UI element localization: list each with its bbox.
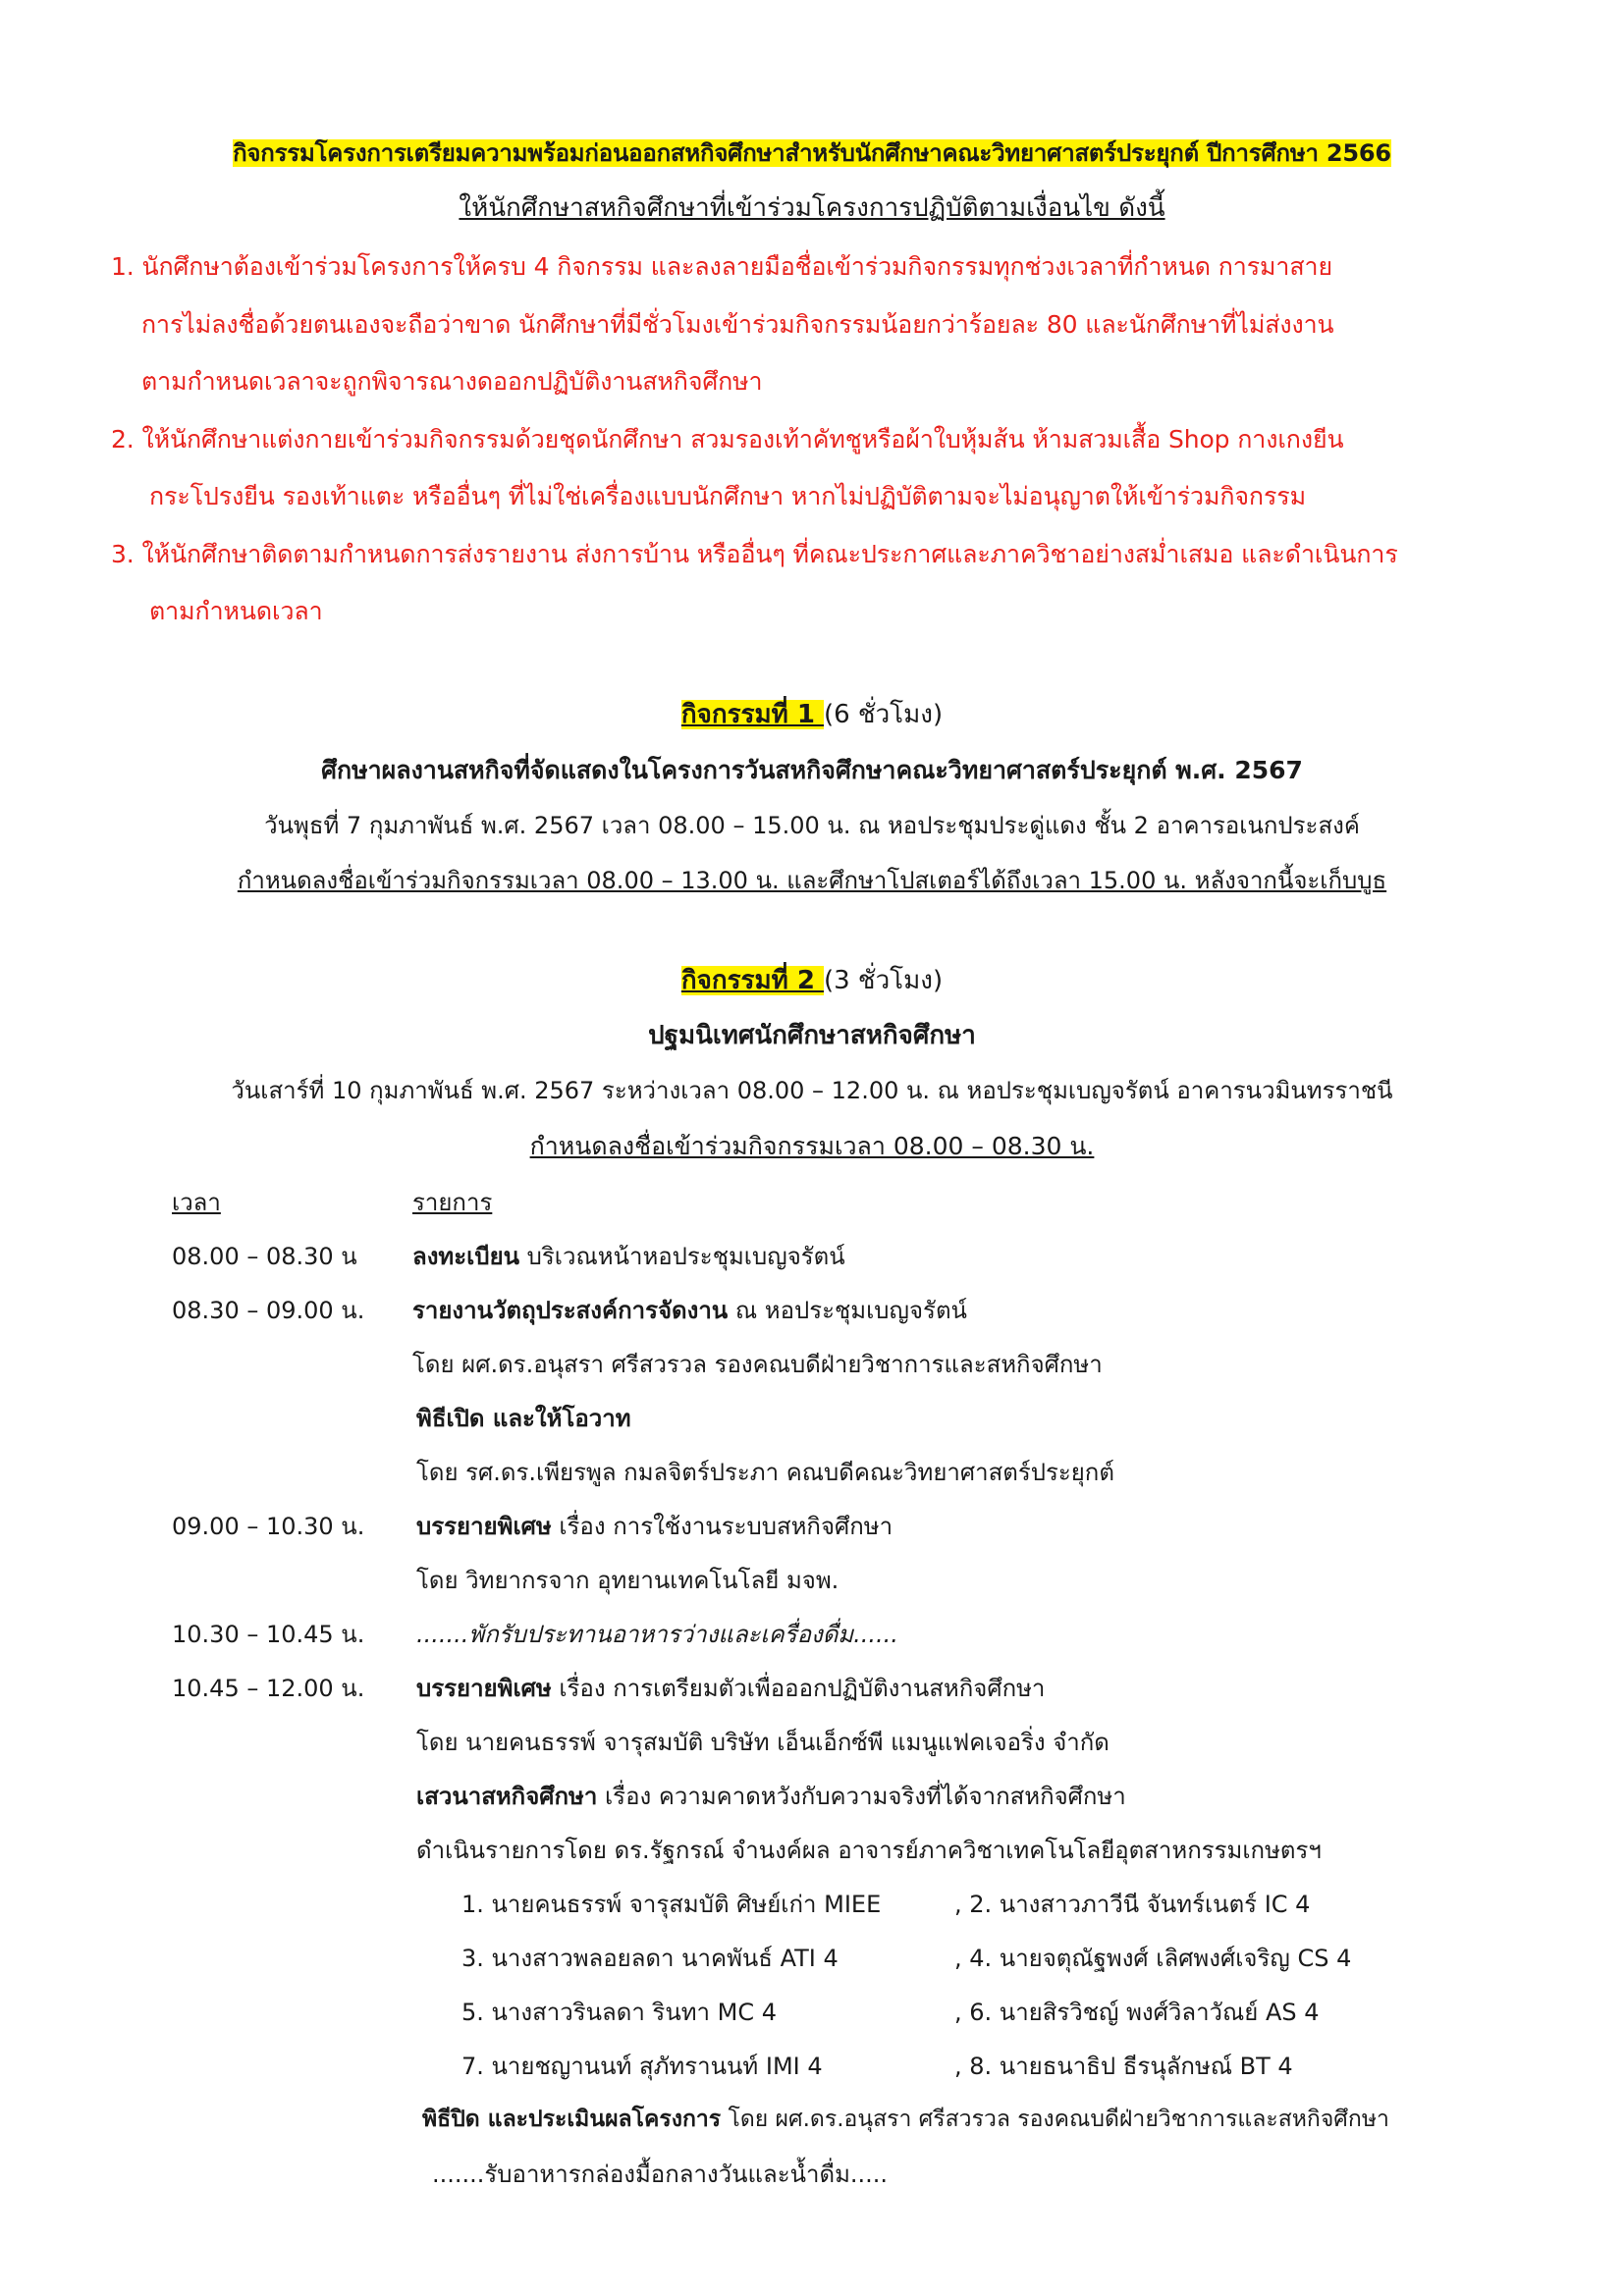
activity-2-date: วันเสาร์ที่ 10 กุมภาพันธ์ พ.ศ. 2567 ระหว่างเวลา 08.00 – 12.00 น. ณ หอประชุมเบญจรัตน์ อาคารนวมินทรราชนี bbox=[231, 1077, 1393, 1104]
schedule-time-4: 10.30 – 10.45 น. bbox=[172, 1621, 365, 1648]
panelist-right: , 2. นางสาวภาวีนี จันทร์เนตร์ IC 4 bbox=[954, 1891, 1311, 1918]
activity-1-hours: (6 ชั่วโมง) bbox=[823, 700, 944, 729]
panelist-right: , 6. นายสิรวิชญ์ พงศ์วิลาวัณย์ AS 4 bbox=[954, 1999, 1320, 2026]
condition-1-line-2: การไม่ลงชื่อด้วยตนเองจะถือว่าขาด นักศึกษาที่มีชั่วโมงเข้าร่วมกิจกรรมน้อยกว่าร้อยละ 80 และนักศึกษาที่ไม่ส่งงาน bbox=[141, 310, 1334, 339]
activity-2-heading bbox=[0, 965, 1624, 997]
condition-3-line-2: ตามกำหนดเวลา bbox=[149, 597, 323, 625]
schedule-item-text: เรื่อง การเตรียมตัวเพื่อออกปฏิบัติงานสหกิจศึกษา bbox=[551, 1675, 1046, 1702]
schedule-item-lunch: .......รับอาหารกล่องมื้อกลางวันและน้ำดื่ม..... bbox=[432, 2161, 889, 2188]
schedule-time-5: 10.45 – 12.00 น. bbox=[172, 1675, 365, 1702]
schedule-item-lecture-1 bbox=[416, 1512, 893, 1541]
panelist-left: 5. นางสาวรินลดา รินทา MC 4 bbox=[461, 1999, 778, 2026]
activity-1-label: กิจกรรมที่ 1 bbox=[680, 700, 824, 729]
activity-2-note: กำหนดลงชื่อเข้าร่วมกิจกรรมเวลา 08.00 – 08.30 น. bbox=[529, 1132, 1095, 1160]
condition-2-line-2: กระโปรงยีน รองเท้าแตะ หรืออื่นๆ ที่ไม่ใช่เครื่องแบบนักศึกษา หากไม่ปฏิบัติตามจะไม่อนุญาตให้เข้าร่วมกิจกรรม bbox=[149, 482, 1307, 510]
activity-2-name: ปฐมนิเทศนักศึกษาสหกิจศึกษา bbox=[648, 1021, 976, 1050]
schedule-item-panel bbox=[416, 1782, 1126, 1811]
schedule-time-2: 08.30 – 09.00 น. bbox=[172, 1297, 365, 1324]
schedule-item-objective bbox=[412, 1296, 967, 1325]
schedule-item-lecture-1-by: โดย วิทยากรจาก อุทยานเทคโนโลยี มจพ. bbox=[416, 1567, 839, 1594]
schedule-time-3: 09.00 – 10.30 น. bbox=[172, 1513, 365, 1540]
schedule-item-bold: บรรยายพิเศษ bbox=[416, 1675, 552, 1702]
schedule-item-text: โดย ผศ.ดร.อนุสรา ศรีสวรวล รองคณบดีฝ่ายวิชาการและสหกิจศึกษา bbox=[721, 2107, 1389, 2132]
schedule-item-text: บริเวณหน้าหอประชุมเบญจรัตน์ bbox=[519, 1243, 845, 1270]
schedule-time-1: 08.00 – 08.30 น bbox=[172, 1243, 357, 1270]
document-title-row bbox=[0, 137, 1624, 168]
schedule-item-break: .......พักรับประทานอาหารว่างและเครื่องดื่ม...... bbox=[416, 1621, 898, 1648]
condition-1-line-1: 1. นักศึกษาต้องเข้าร่วมโครงการให้ครบ 4 กิจกรรม และลงลายมือชื่อเข้าร่วมกิจกรรมทุกช่วงเวลาที่กำหนด การมาสาย bbox=[111, 252, 1333, 281]
schedule-header-time: เวลา bbox=[172, 1189, 221, 1216]
panelist-right: , 4. นายจตุณัฐพงศ์ เลิศพงศ์เจริญ CS 4 bbox=[954, 1945, 1352, 1972]
schedule-item-bold: รายงานวัตถุประสงค์การจัดงาน bbox=[412, 1297, 729, 1324]
schedule-item-bold: เสวนาสหกิจศึกษา bbox=[416, 1783, 598, 1810]
schedule-item-text: เรื่อง ความคาดหวังกับความจริงที่ได้จากสหกิจศึกษา bbox=[597, 1783, 1126, 1810]
schedule-item-bold: ลงทะเบียน bbox=[412, 1243, 520, 1270]
schedule-item-panel-host: ดำเนินรายการโดย ดร.รัฐกรณ์ จำนงค์ผล อาจารย์ภาควิชาเทคโนโลยีอุตสาหกรรมเกษตรฯ bbox=[416, 1837, 1322, 1864]
schedule-item-lecture-2 bbox=[416, 1674, 1045, 1703]
schedule-item-opening-by: โดย รศ.ดร.เพียรพูล กมลจิตร์ประภา คณบดีคณะวิทยาศาสตร์ประยุกต์ bbox=[416, 1459, 1114, 1486]
schedule-item-registration bbox=[412, 1242, 845, 1271]
schedule-item-bold: พิธีปิด และประเมินผลโครงการ bbox=[422, 2107, 722, 2132]
panelist-right: , 8. นายธนาธิป ธีรนุลักษณ์ BT 4 bbox=[954, 2053, 1293, 2080]
schedule-header-item: รายการ bbox=[412, 1189, 493, 1216]
condition-1-line-3: ตามกำหนดเวลาจะถูกพิจารณางดออกปฏิบัติงานสหกิจศึกษา bbox=[141, 367, 763, 396]
panelist-left: 1. นายคนธรรพ์ จารุสมบัติ ศิษย์เก่า MIEE bbox=[461, 1891, 882, 1918]
condition-2-line-1: 2. ให้นักศึกษาแต่งกายเข้าร่วมกิจกรรมด้วยชุดนักศึกษา สวมรองเท้าคัทชูหรือผ้าใบหุ้มส้น ห้ามสวมเสื้อ Shop กางเกงยีน bbox=[111, 425, 1344, 454]
activity-1-date: วันพุธที่ 7 กุมภาพันธ์ พ.ศ. 2567 เวลา 08.00 – 15.00 น. ณ หอประชุมประดู่แดง ชั้น 2 อาคารอเนกประสงค์ bbox=[264, 812, 1360, 839]
activity-2-hours: (3 ชั่วโมง) bbox=[823, 966, 944, 995]
schedule-item-opening: พิธีเปิด และให้โอวาท bbox=[416, 1405, 631, 1432]
schedule-item-text: ณ หอประชุมเบญจรัตน์ bbox=[728, 1297, 967, 1324]
schedule-item-bold: บรรยายพิเศษ bbox=[416, 1513, 552, 1540]
schedule-item-closing bbox=[422, 2106, 1389, 2134]
panelist-left: 3. นางสาวพลอยลดา นาคพันธ์ ATI 4 bbox=[461, 1945, 839, 1972]
condition-3-line-1: 3. ให้นักศึกษาติดตามกำหนดการส่งรายงาน ส่งการบ้าน หรืออื่นๆ ที่คณะประกาศและภาควิชาอย่างสม่ำเสมอ และดำเนินการ bbox=[111, 540, 1398, 568]
panelist-left: 7. นายชญานนท์ สุภัทรานนท์ IMI 4 bbox=[461, 2053, 823, 2080]
activity-1-name: ศึกษาผลงานสหกิจที่จัดแสดงในโครงการวันสหกิจศึกษาคณะวิทยาศาสตร์ประยุกต์ พ.ศ. 2567 bbox=[321, 756, 1303, 784]
activity-2-label: กิจกรรมที่ 2 bbox=[680, 966, 824, 995]
document-subtitle: ให้นักศึกษาสหกิจศึกษาที่เข้าร่วมโครงการปฏิบัติตามเงื่อนไข ดังนี้ bbox=[459, 193, 1165, 223]
activity-1-heading bbox=[0, 699, 1624, 731]
document-title: กิจกรรมโครงการเตรียมความพร้อมก่อนออกสหกิจศึกษาสำหรับนักศึกษาคณะวิทยาศาสตร์ประยุกต์ ปีการศึกษา 2566 bbox=[233, 139, 1391, 167]
activity-1-note: กำหนดลงชื่อเข้าร่วมกิจกรรมเวลา 08.00 – 13.00 น. และศึกษาโปสเตอร์ได้ถึงเวลา 15.00 น. หลังจากนี้จะเก็บบูธ bbox=[237, 867, 1387, 894]
schedule-item-objective-by: โดย ผศ.ดร.อนุสรา ศรีสวรวล รองคณบดีฝ่ายวิชาการและสหกิจศึกษา bbox=[412, 1351, 1103, 1378]
schedule-item-text: เรื่อง การใช้งานระบบสหกิจศึกษา bbox=[551, 1513, 893, 1540]
schedule-item-lecture-2-by: โดย นายคนธรรพ์ จารุสมบัติ บริษัท เอ็นเอ็กซ์พี แมนูแฟคเจอริ่ง จำกัด bbox=[416, 1729, 1110, 1756]
